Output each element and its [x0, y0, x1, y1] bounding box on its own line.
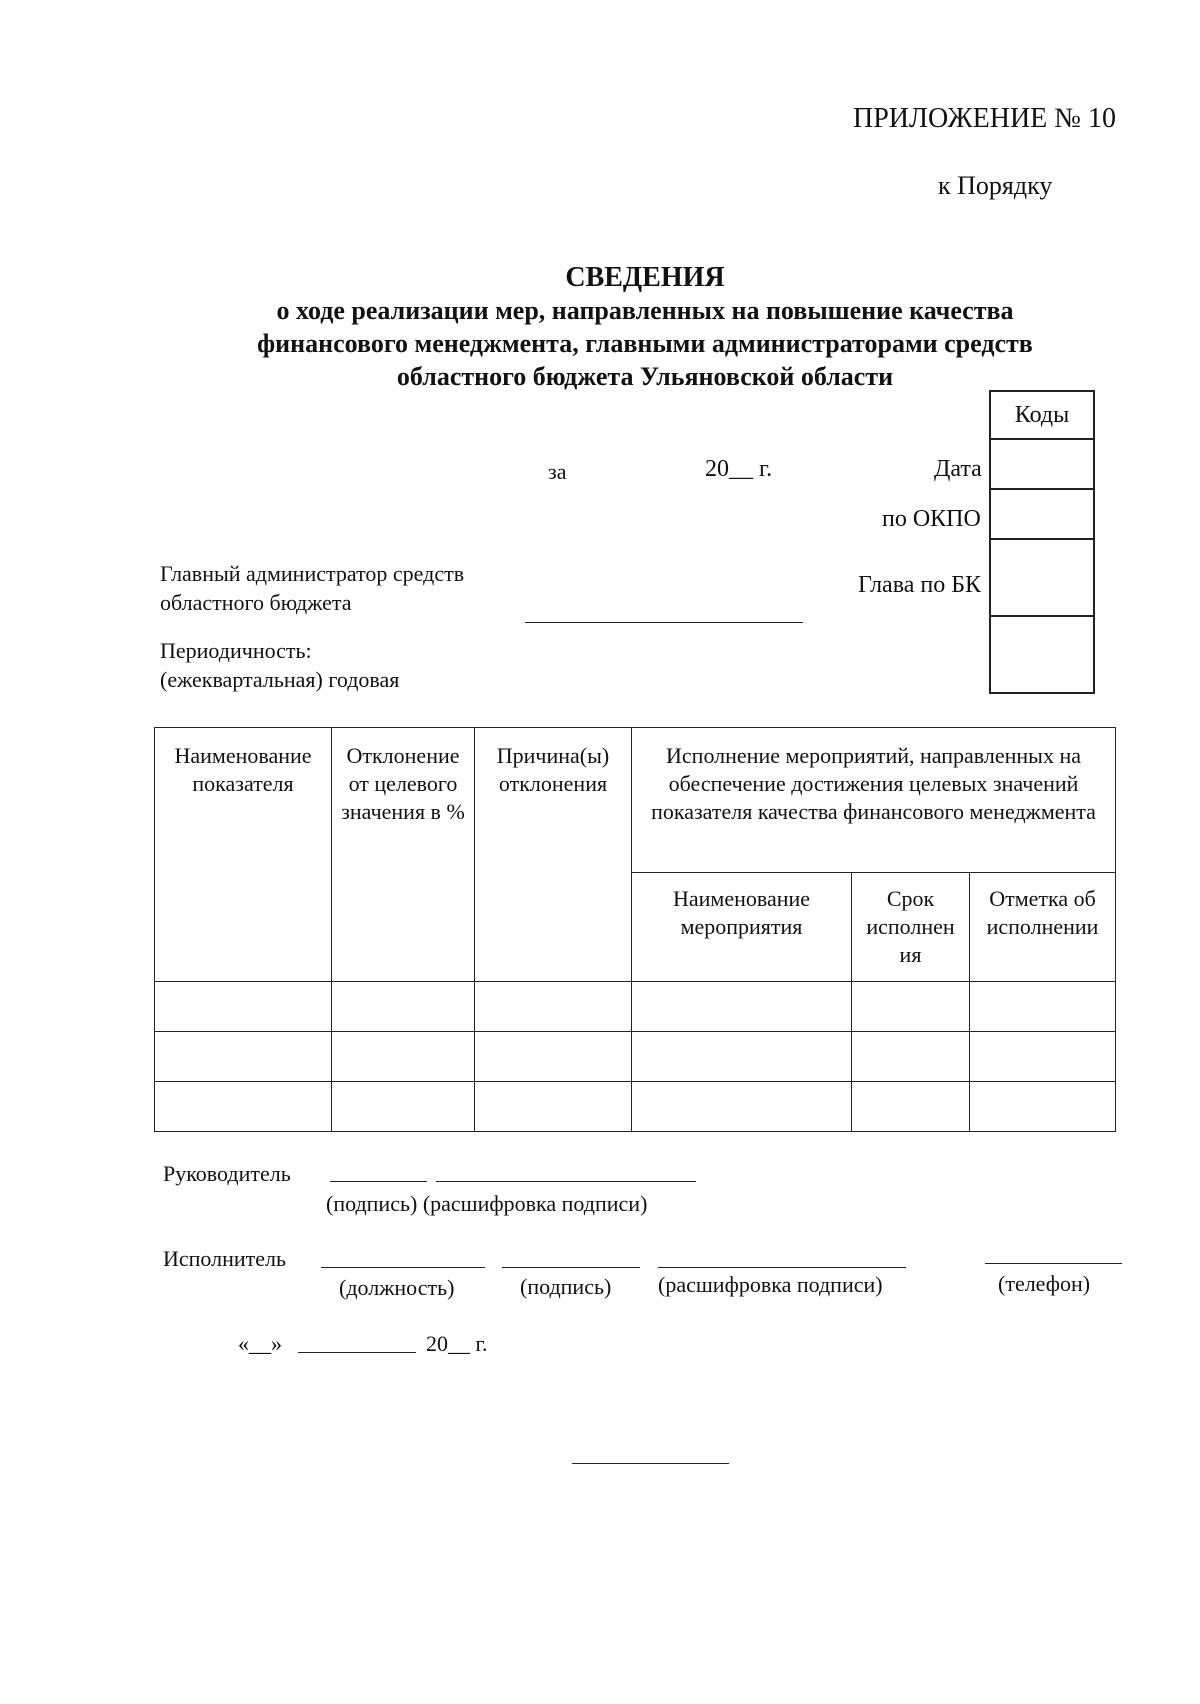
- table-cell: [852, 982, 970, 1032]
- table-cell: [475, 982, 632, 1032]
- table-cell: [332, 1032, 475, 1082]
- table-cell: [332, 1082, 475, 1132]
- table-cell: [632, 1032, 852, 1082]
- table-row: [155, 1082, 1116, 1132]
- executor-phone-caption: (телефон): [998, 1271, 1091, 1296]
- col-deadline-header: Срок исполнен ия: [852, 873, 970, 982]
- col-reason-header: Причина(ы) отклонения: [475, 728, 632, 982]
- table-cell: [155, 1082, 332, 1132]
- executor-decoding-caption: (расшифровка подписи): [658, 1272, 883, 1297]
- admin-label-line1: Главный администратор средств: [160, 561, 465, 586]
- executor-position-caption: (должность): [339, 1275, 455, 1300]
- title-line-1: о ходе реализации мер, направленных на повышение качества: [276, 296, 1014, 325]
- code-periodicity-cell: [990, 616, 1094, 693]
- executor-signature-line: [502, 1267, 640, 1268]
- admin-label-line2: областного бюджета: [160, 590, 352, 615]
- code-label-okpo: по ОКПО: [882, 506, 981, 532]
- table-cell: [852, 1032, 970, 1082]
- appendix-number: ПРИЛОЖЕНИЕ № 10: [853, 103, 1116, 134]
- executor-position-line: [321, 1267, 485, 1268]
- table-cell: [475, 1082, 632, 1132]
- table-cell: [970, 982, 1116, 1032]
- col-indicator-header: Наименование показателя: [155, 728, 332, 982]
- table-cell: [970, 1082, 1116, 1132]
- col-measures-group-header: Исполнение мероприятий, направленных на обеспечение достижения целевых значений показателя качества финансового менеджмента: [632, 728, 1116, 873]
- codes-header: Коды: [990, 391, 1094, 439]
- codes-table: [989, 390, 1095, 694]
- periodicity-label: Периодичность:: [160, 638, 312, 663]
- date-year: 20__ г.: [426, 1331, 488, 1356]
- periodicity-value: (ежеквартальная) годовая: [160, 667, 400, 692]
- date-month-line: [298, 1352, 416, 1353]
- head-label: Руководитель: [163, 1161, 291, 1186]
- main-table: [154, 727, 1116, 1132]
- executor-signature-caption: (подпись): [520, 1274, 612, 1299]
- period-year: 20__ г.: [705, 456, 773, 482]
- executor-label: Исполнитель: [163, 1246, 287, 1271]
- col-deviation-header: Отклонение от целевого значения в %: [332, 728, 475, 982]
- table-cell: [852, 1082, 970, 1132]
- head-signature-line: [330, 1181, 427, 1182]
- order-reference: к Порядку: [938, 171, 1053, 200]
- head-decoding-line: [436, 1181, 696, 1182]
- period-za: за: [548, 459, 567, 484]
- head-caption: (подпись) (расшифровка подписи): [326, 1191, 648, 1216]
- table-cell: [332, 982, 475, 1032]
- table-cell: [970, 1032, 1116, 1082]
- table-cell: [632, 982, 852, 1032]
- col-mark-header: Отметка об исполнении: [970, 873, 1116, 982]
- title-main: СВЕДЕНИЯ: [565, 262, 725, 293]
- col-measure-name-header: Наименование мероприятия: [632, 873, 852, 982]
- admin-name-line: [525, 622, 803, 623]
- table-row: [155, 1032, 1116, 1082]
- code-label-bk: Глава по БК: [858, 572, 981, 598]
- code-date-cell: [990, 439, 1094, 489]
- table-cell: [475, 1032, 632, 1082]
- table-row: [155, 982, 1116, 1032]
- title-line-3: областного бюджета Ульяновской области: [396, 362, 894, 391]
- executor-decoding-line: [658, 1267, 906, 1268]
- document-title: [150, 262, 1140, 393]
- table-cell: [632, 1082, 852, 1132]
- code-okpo-cell: [990, 489, 1094, 539]
- executor-phone-line: [985, 1263, 1122, 1264]
- table-cell: [155, 1032, 332, 1082]
- code-label-date: Дата: [934, 456, 982, 482]
- table-cell: [155, 982, 332, 1032]
- end-separator-line: [572, 1463, 729, 1464]
- title-line-2: финансового менеджмента, главными администраторами средств: [257, 329, 1033, 358]
- date-quote: «__»: [238, 1331, 282, 1356]
- code-bk-cell: [990, 539, 1094, 616]
